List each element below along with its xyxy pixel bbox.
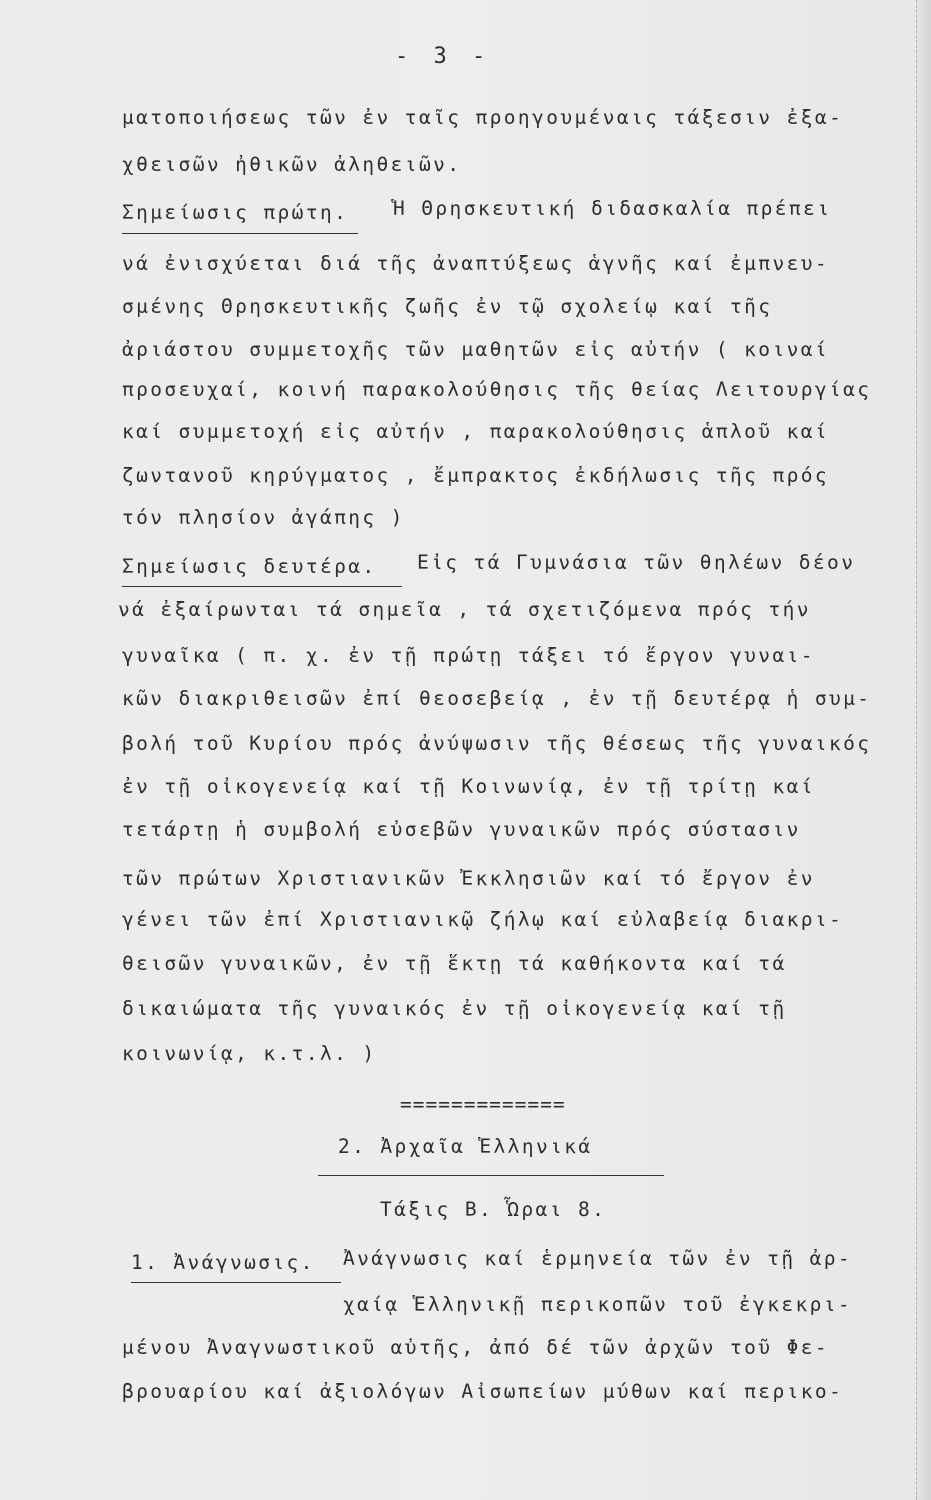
- class-hours: Τάξις Β. Ὧραι 8.: [380, 1198, 607, 1221]
- note-first-underline: [122, 233, 358, 234]
- text-line-23: Ἀνάγνωσις καί ἑρμηνεία τῶν ἐν τῇ ἀρ-: [343, 1247, 853, 1270]
- text-line-24: χαίᾳ Ἑλληνικῇ περικοπῶν τοῦ ἐγκεκρι-: [343, 1293, 853, 1316]
- text-line-7: προσευχαί, κοινή παρακολούθησις τῆς θείας Λειτουργίας: [122, 378, 872, 401]
- text-line-11: Εἰς τά Γυμνάσια τῶν θηλέων δέον: [417, 551, 856, 574]
- text-line-6: ἀριάστου συμμετοχῆς τῶν μαθητῶν εἰς αὐτήν ( κοιναί: [122, 338, 829, 361]
- text-line-15: βολή τοῦ Κυρίου πρός ἀνύψωσιν τῆς θέσεως τῆς γυναικός: [122, 732, 872, 755]
- item-1-underline: [131, 1282, 341, 1283]
- page-right-edge: [916, 0, 931, 1500]
- text-line-22: κοινωνίᾳ, κ.τ.λ. ): [122, 1042, 377, 1065]
- section-heading: 2. Ἀρχαῖα Ἑλληνικά: [338, 1135, 593, 1158]
- text-line-16: ἐν τῇ οἰκογενείᾳ καί τῇ Κοινωνίᾳ, ἐν τῇ τρίτῃ καί: [122, 775, 815, 798]
- text-line-19: γένει τῶν ἐπί Χριστιανικῷ ζήλῳ καί εὐλαβείᾳ διακρι-: [122, 908, 844, 931]
- text-line-12: νά ἐξαίρωνται τά σημεῖα , τά σχετιζόμενα πρός τήν: [118, 598, 811, 621]
- text-line-14: κῶν διακριθεισῶν ἐπί θεοσεβείᾳ , ἐν τῇ δευτέρᾳ ἡ συμ-: [122, 687, 872, 710]
- text-line-20: θεισῶν γυναικῶν, ἐν τῇ ἕκτῃ τά καθήκοντα καί τά: [122, 952, 787, 975]
- text-line-8: καί συμμετοχή εἰς αὐτήν , παρακολούθησις ἁπλοῦ καί: [122, 420, 829, 443]
- text-line-9: ζωντανοῦ κηρύγματος , ἔμπρακτος ἐκδήλωσις τῆς πρός: [122, 464, 829, 487]
- text-line-5: σμένης Θρησκευτικῆς ζωῆς ἐν τῷ σχολείῳ καί τῆς: [122, 295, 773, 318]
- note-second-label: Σημείωσις δευτέρα.: [122, 555, 377, 578]
- note-second-underline: [122, 586, 402, 587]
- text-line-26: βρουαρίου καί ἀξιολόγων Αἰσωπείων μύθων καί περικο-: [122, 1380, 844, 1403]
- text-line-3: Ἡ Θρησκευτική διδασκαλία πρέπει: [393, 197, 832, 220]
- text-line-13: γυναῖκα ( π. χ. ἐν τῇ πρώτῃ τάξει τό ἔργον γυναι-: [122, 644, 815, 667]
- page-number: - 3 -: [395, 44, 492, 69]
- text-line-4: νά ἐνισχύεται διά τῆς ἀναπτύξεως ἁγνῆς καί ἐμπνευ-: [122, 252, 829, 275]
- text-line-10: τόν πλησίον ἀγάπης ): [122, 506, 405, 529]
- section-heading-underline: [318, 1175, 664, 1176]
- text-line-25: μένου Ἀναγνωστικοῦ αὐτῆς, ἀπό δέ τῶν ἀρχῶν τοῦ Φε-: [122, 1336, 829, 1359]
- text-line-2: χθεισῶν ἠθικῶν ἀληθειῶν.: [122, 153, 462, 176]
- text-line-18: τῶν πρώτων Χριστιανικῶν Ἐκκλησιῶν καί τό ἔργον ἐν: [122, 867, 815, 890]
- section-separator: =============: [400, 1093, 566, 1116]
- text-line-1: ματοποιήσεως τῶν ἐν ταῖς προηγουμέναις τάξεσιν ἐξα-: [122, 106, 844, 129]
- text-line-17: τετάρτῃ ἡ συμβολή εὐσεβῶν γυναικῶν πρός σύστασιν: [122, 818, 801, 841]
- note-first-label: Σημείωσις πρώτη.: [122, 201, 349, 224]
- text-line-21: δικαιώματα τῆς γυναικός ἐν τῇ οἰκογενείᾳ καί τῇ: [122, 997, 787, 1020]
- item-1-label: 1. Ἀνάγνωσις.: [131, 1251, 315, 1274]
